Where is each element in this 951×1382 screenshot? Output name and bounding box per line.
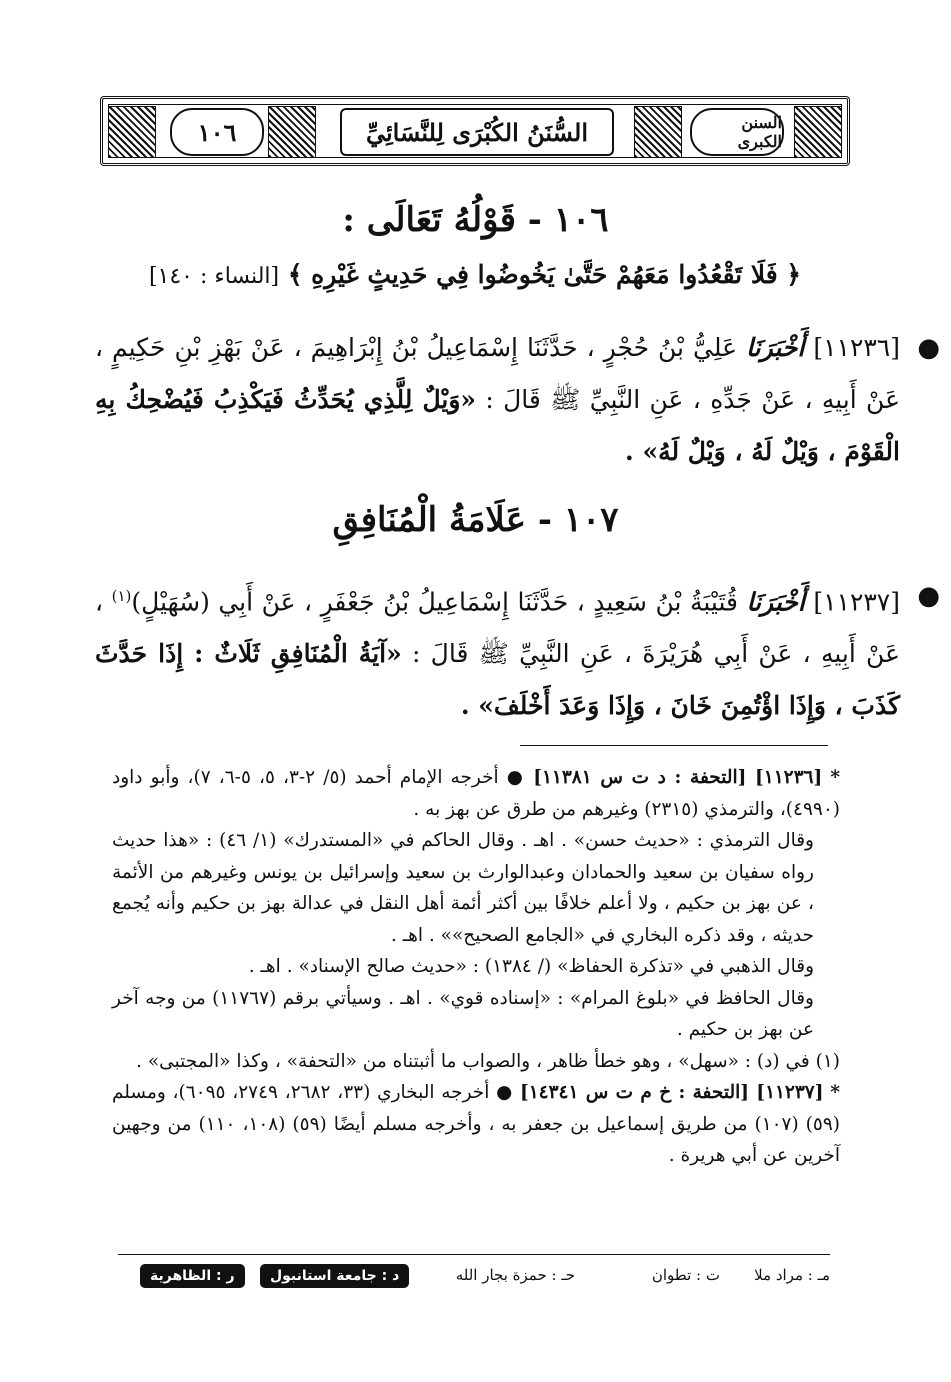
book-title: السُّنَنُ الكُبْرَى لِلنَّسَائِيِّ xyxy=(340,108,614,156)
footer-badge-d: د : جامعة استانبول xyxy=(260,1264,409,1288)
footer-h: حـ : حمزة بجار الله xyxy=(455,1266,575,1284)
hadith-akhbarana: أَخْبَرَنَا xyxy=(746,333,805,362)
hadith-number: [١١٢٣٦] xyxy=(813,333,900,362)
hadith-11236 xyxy=(95,322,940,478)
verse-reference: [النساء : ١٤٠] xyxy=(148,264,280,289)
page-header xyxy=(100,96,850,166)
note-star: * xyxy=(830,1082,840,1103)
section-title-107: ١٠٧ - عَلَامَةُ الْمُنَافِقِ xyxy=(332,500,619,540)
note-dhahabi: وقال الذهبي في «تذكرة الحفاظ» (/ ١٣٨٤) : «حديث صالح الإسناد» . اهـ . xyxy=(248,956,814,977)
section-title-106: ١٠٦ - قَوْلُهُ تَعَالَى : xyxy=(342,200,609,240)
note-tirmidhi-hakim: وقال الترمذي : «حديث حسن» . اهـ . وقال الحاكم في «المستدرك» (١/ ٤٦) : «هذا حديث رواه سفيان بن سعيد والحمادان وعبدالوارث بن سعيد وإسرائيل بن يونس وغيرهم من الأئمة ، عن بهز بن حكيم ، ولا أعلم خلافًا بين أكثر أئمة أهل النقل في عدالة بهز بن حكيم وأنه يُجمع حديثه ، وقد ذكره البخاري في «الجامع الصحيح»» . اهـ . xyxy=(112,830,814,946)
bullet-icon: ● xyxy=(917,333,940,363)
hadith-akhbarana: أَخْبَرَنَا xyxy=(746,587,805,617)
quran-verse xyxy=(60,260,890,289)
footnote-reference: (١) xyxy=(111,587,132,605)
hadith-number: [١١٢٣٧] xyxy=(813,587,900,617)
notes-separator xyxy=(520,745,828,746)
manuscripts-footer xyxy=(118,1264,830,1294)
note-tuhfa: [١١٢٣٦] [التحفة : د ت س ١١٣٨١] xyxy=(533,767,823,788)
hadith-isnad-part2: ، عَنْ أَبِيهِ ، عَنْ أَبِي هُرَيْرَةَ ، عَنِ النَّبِيِّ ﷺ قَالَ : xyxy=(95,587,901,669)
ornament-right-inner xyxy=(634,106,682,158)
footer-badge-r: ر : الظاهرية xyxy=(140,1264,245,1288)
note-11237 xyxy=(112,1077,840,1172)
ornament-right-outer xyxy=(794,106,842,158)
note-text: ● أخرجه البخاري (٣٣، ٢٦٨٢، ٢٧٤٩، ٦٠٩٥)، ومسلم (٥٩) (١٠٧) من طريق إسماعيل بن جعفر به ، وأخرجه مسلم أيضًا (٥٩) (١٠٨، ١١٠) من وجهين آخرين عن أبي هريرة . xyxy=(112,1082,840,1166)
note-tuhfa: [١١٢٣٧] [التحفة : خ م ت س ١٤٣٤١] xyxy=(519,1082,824,1103)
hadith-matn: «وَيْلٌ لِلَّذِي يُحَدِّثُ فَيَكْذِبُ فَيُضْحِكُ بِهِ الْقَوْمَ ، وَيْلٌ لَهُ ، وَيْلٌ لَهُ» . xyxy=(95,385,900,466)
hadith-11237 xyxy=(95,570,940,732)
note-star: * xyxy=(830,767,840,788)
footnote-1: (١) في (د) : «سهل» ، وهو خطأ ظاهر ، والصواب ما أثبتناه من «التحفة» ، وكذا «المجتبى» . xyxy=(136,1050,840,1072)
footer-m: مـ : مراد ملا xyxy=(754,1266,830,1284)
page-number: ١٠٦ xyxy=(170,108,264,156)
ornament-left-inner xyxy=(268,106,316,158)
note-text: ● أخرجه الإمام أحمد (٥/ ٢-٣، ٥، ٥-٦، ٧)، وأبو داود (٤٩٩٠)، والترمذي (٢٣١٥) وغيرهم من طرق عن بهز به . xyxy=(112,767,840,820)
bullet-icon: ● xyxy=(917,581,940,611)
footer-t: ت : تطوان xyxy=(651,1266,720,1284)
hadith-isnad-part1: قُتَيْبَةُ بْنُ سَعِيدٍ ، حَدَّثَنَا إِسْمَاعِيلُ بْنُ جَعْفَرٍ ، عَنْ أَبِي (سُهَيْلٍ) xyxy=(131,587,738,617)
hadith-isnad: عَلِيُّ بْنُ حُجْرٍ ، حَدَّثَنَا إِسْمَاعِيلُ بْنُ إِبْرَاهِيمَ ، عَنْ بَهْزِ بْنِ حَكِيمٍ ، عَنْ أَبِيهِ ، عَنْ جَدِّهِ ، عَنِ النَّبِيِّ ﷺ قَالَ : xyxy=(95,333,900,414)
notes-block xyxy=(112,762,840,1172)
note-11236 xyxy=(112,762,840,825)
footer-line xyxy=(118,1254,830,1255)
note-hafiz: وقال الحافظ في «بلوغ المرام» : «إسناده قوي» . اهـ . وسيأتي برقم (١١٧٦٧) من وجه آخر عن بهز بن حكيم . xyxy=(112,987,814,1040)
hadith-matn: «آيَةُ الْمُنَافِقِ ثَلَاثٌ : إِذَا حَدَّثَ كَذَبَ ، وَإِذَا اؤْتُمِنَ خَانَ ، وَإِذَا وَعَدَ أَخْلَفَ» . xyxy=(95,639,900,721)
book-logo: السنن الكبرى xyxy=(690,108,784,156)
verse-text: ﴿ فَلَا تَقْعُدُوا مَعَهُمْ حَتَّىٰ يَخُوضُوا فِي حَدِيثٍ غَيْرِهِ ﴾ xyxy=(287,260,802,289)
ornament-left-outer xyxy=(108,106,156,158)
